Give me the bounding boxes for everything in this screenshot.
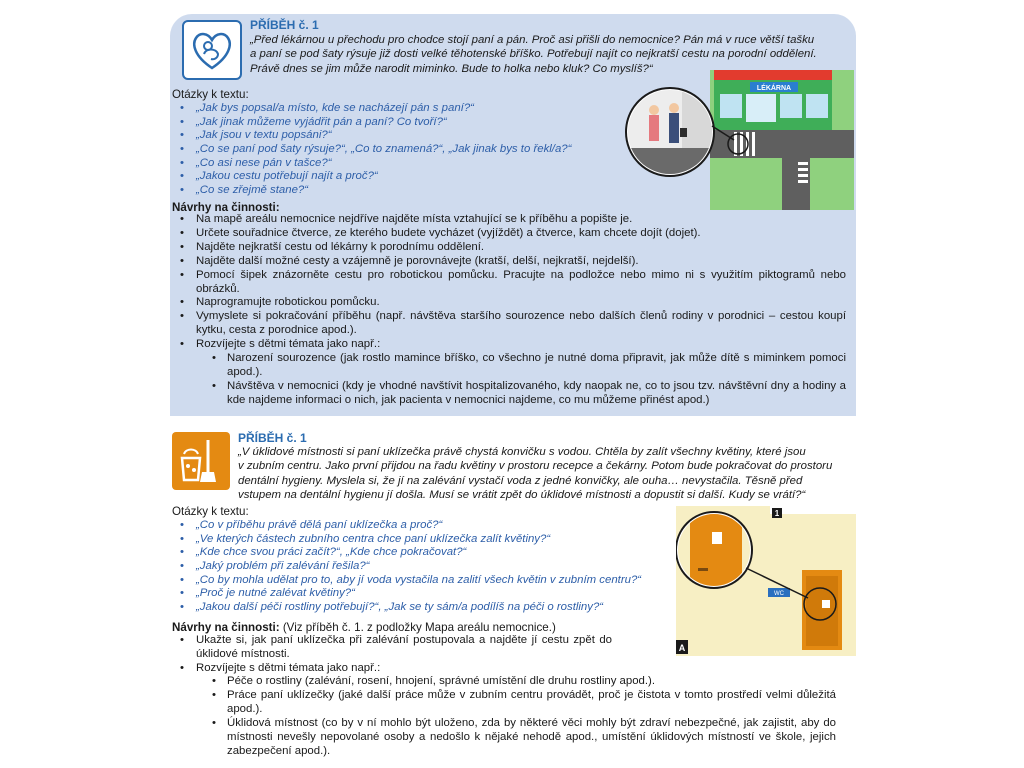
story-2-sub-activities [172,675,836,758]
list-item: • „Co asi nese pán v tašce?“ [172,157,571,171]
story-2-activities-label: Návrhy na činnosti: (Viz příběh č. 1. z podložky Mapa areálu nemocnice.) [172,621,556,634]
list-item: • „Jakou další péči rostliny potřebují?“, „Jak se ty sám/a podílíš na péči o rostliny?“ [172,601,641,615]
list-item: • Na mapě areálu nemocnice nejdříve najděte místa vztahující se k příběhu a popište je. [172,213,846,227]
list-item: • „Co by mohla udělat pro to, aby jí voda vystačila na zalití všech květin v zubním centru?“ [172,574,641,588]
list-item: • „Jak bys popsal/a místo, kde se nacházejí pán s paní?“ [172,102,571,116]
list-item: • „Jak jsou v textu popsáni?“ [172,129,571,143]
list-item: • Ukažte si, jak paní uklízečka při zalévání postupovala a najděte jí cestu zpět do úklidové místnosti. [172,634,612,662]
list-item: • „Jaký problém při zalévání řešila?“ [172,560,641,574]
list-item: • „Co v příběhu právě dělá paní uklízečka a proč?“ [172,519,641,533]
list-item: • Pomocí šipek znázorněte cestu pro robotickou pomůcku. Pracujte na podložce nebo mimo ni s využitím piktogramů nebo obrázků. [172,269,846,297]
pharmacy-illustration [622,70,854,210]
list-item: • „Co se paní pod šaty rýsuje?“, „Co to znamená?“, „Jak jinak bys to řekl/a?“ [172,143,571,157]
list-item: • Najděte další možné cesty a vzájemně je porovnávejte (kratší, delší, nejkratší, nejdelší). [172,255,846,269]
list-item: • Naprogramujte robotickou pomůcku. [172,296,846,310]
story-2-text: „V úklidové místnosti si paní uklízečka právě chystá konvičku s vodou. Chtěla by zalít všechny květiny, které jsou v zubním centru. Jako první přijdou na řadu květiny v prostoru recepce a čekárny. Potom bude pokračovat do prostoru dentální hygieny. Myslela si, že jí na zalévání vystačí voda z jedné konvičky, ale ouha… nevystačila. Těsně před vstupem na dentální hygienu jí došla. Musí se vrátit zpět do úklidové místnosti a dopustit si další. Kudy se vrátí?“ [238,446,833,501]
grid-label-bottom: A [678,643,686,653]
list-item: • Rozvíjejte s dětmi témata jako např.: [172,662,612,676]
list-item: • Péče o rostliny (zalévání, rosení, hnojení, správné umístění dle druhu rostliny apod.). [172,675,836,689]
cleaning-bucket-icon [172,432,230,490]
list-item: • Vymyslete si pokračování příběhu (např. návštěva staršího sourozence nebo dalších členů rodiny v porodnici – cestou koupí kytku, cesta z porodnice apod.). [172,310,846,338]
list-item: • „Proč je nutné zalévat květiny?“ [172,587,641,601]
story-1-questions [172,102,571,198]
list-item: • „Jak jinak můžeme vyjádřit pán a paní? Co tvoří?“ [172,116,571,130]
list-item: • „Co se zřejmě stane?“ [172,184,571,198]
list-item: • Rozvíjejte s dětmi témata jako např.: [172,338,846,352]
story-1-activities [172,213,846,408]
grid-label-top: 1 [774,509,780,518]
story-1-title: PŘÍBĚH č. 1 [250,18,319,32]
list-item: • Určete souřadnice čtverce, ze kterého budete vycházet (vyjíždět) a čtverce, kam chcete dojít (dojet). [172,227,846,241]
story-2-title: PŘÍBĚH č. 1 [238,431,307,445]
list-item: • „Kde chce svou práci začít?“, „Kde chce pokračovat?“ [172,546,641,560]
pharmacy-sign: LÉKÁRNA [756,85,792,92]
story-2-activities [172,634,612,676]
story-2-questions [172,519,641,615]
pregnant-heart-icon [182,20,242,80]
list-item: • Práce paní uklízečky (jaké další práce může v zubním centru provádět, proč je čistota v tomto prostředí velmi důležitá apod.). [172,689,836,717]
door-sign: WC [774,591,784,597]
list-item: • „Jakou cestu potřebují najít a proč?“ [172,170,571,184]
list-item: • Najděte nejkratší cestu od lékárny k porodnímu oddělení. [172,241,846,255]
list-item: • Narození sourozence (jak rostlo mamince bříško, co všechno je nutné doma připravit, jak může dítě s miminkem pomoci apod.). [172,352,846,380]
list-item: • Návštěva v nemocnici (kdy je vhodné navštívit hospitalizovaného, kdy naopak ne, co to jsou tzv. návštěvní dny a hodiny a kde najdeme informaci o nich, jak pacienta v nemocnici najdeme, co mu můžeme přinést apod.) [172,380,846,408]
story-1-questions-label: Otázky k textu: [172,88,249,101]
story-2-questions-label: Otázky k textu: [172,505,249,518]
story-1-text: „Před lékárnou u přechodu pro chodce stojí paní a pán. Proč asi přišli do nemocnice? Pán má v ruce větší tašku a paní se pod šaty rýsuje již dosti velké těhotenské bříško. Potřebují najít co nejkratší cestu na porodní oddělení. Právě dnes se jim může narodit miminko. Bude to holka nebo kluk? Co myslíš?“ [250,34,817,75]
story-1-activities-label: Návrhy na činnosti: [172,201,280,214]
list-item: • Úklidová místnost (co by v ní mohlo být uloženo, zda by některé věci mohly být zdraví nebezpečné, jak zajistit, aby do místnosti nevešly nepovolané osoby a nedošlo k nějaké nehodě apod., umístění úklidových místností ve škole, jejich zabezpečení apod.). [172,717,836,759]
list-item: • „Ve kterých částech zubního centra chce paní uklízečka zalít květiny?“ [172,533,641,547]
cleaning-room-illustration [676,506,856,656]
